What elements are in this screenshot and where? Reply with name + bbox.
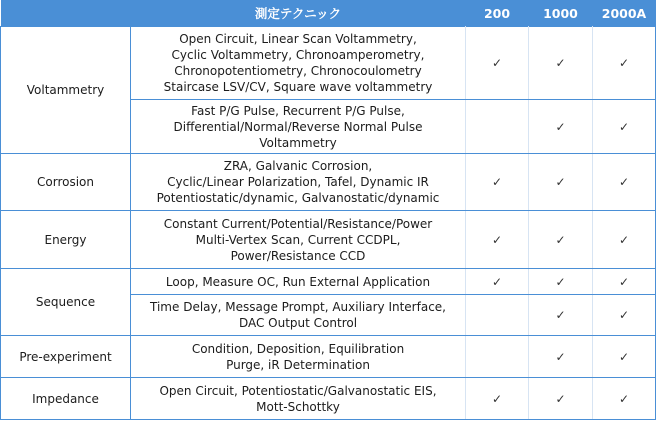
header-model-200: 200 [466,0,529,27]
check-cell [593,336,656,378]
check-cell [593,378,656,420]
check-mark-icon: ✓ [555,56,566,70]
technique-cell [131,211,466,269]
check-cell [529,295,593,336]
technique-line: Time Delay, Message Prompt, Auxiliary Interface, [150,300,446,314]
check-cell [593,211,656,269]
technique-line: Cyclic/Linear Polarization, Tafel, Dynamic IR [167,175,429,189]
check-mark-icon: ✓ [555,349,566,364]
check-cell [593,154,656,211]
check-mark-icon: ✓ [555,308,566,322]
technique-line: Chronopotentiometry, Chronocoulometry [174,64,422,78]
table-row [1,336,656,378]
table-row [1,154,656,211]
technique-line: Power/Resistance CCD [230,248,366,263]
check-cell [466,154,529,211]
technique-cell [131,100,466,154]
technique-line: Staircase LSV/CV, Square wave voltammetry [163,80,433,94]
check-mark-icon: ✓ [491,391,503,406]
category-cell: Corrosion [1,154,131,211]
check-mark-icon: ✓ [618,274,630,289]
check-mark-icon: ✓ [491,175,503,189]
technique-line: Cyclic Voltammetry, Chronoamperometry, [171,48,425,62]
check-mark-icon: ✓ [555,175,566,189]
check-cell [593,27,656,100]
check-mark-icon: ✓ [618,56,630,70]
check-cell [593,295,656,336]
category-cell: Sequence [1,269,131,336]
check-cell [466,295,529,336]
technique-line: Open Circuit, Linear Scan Voltammetry, [179,32,417,46]
check-cell [593,100,656,154]
header-category [1,0,131,27]
technique-line: Multi-Vertex Scan, Current CCDPL, [195,232,401,247]
check-mark-icon: ✓ [618,349,630,364]
check-mark-icon: ✓ [555,274,566,289]
technique-line: ZRA, Galvanic Corrosion, [223,159,373,173]
technique-line: Purge, iR Determination [226,357,370,372]
check-cell [529,211,593,269]
check-cell [529,27,593,100]
header-model-1000: 1000 [529,0,593,27]
check-mark-icon: ✓ [618,308,630,322]
check-cell [466,336,529,378]
check-mark-icon: ✓ [491,232,503,247]
technique-line: Fast P/G Pulse, Recurrent P/G Pulse, [191,103,405,118]
technique-line: DAC Output Control [238,316,358,330]
category-cell: Impedance [1,378,131,420]
check-cell [466,378,529,420]
check-mark-icon: ✓ [618,391,630,406]
check-cell [466,211,529,269]
check-cell [529,154,593,211]
check-cell [529,378,593,420]
technique-line: Mott-Schottky [256,399,340,414]
technique-cell [131,269,466,295]
technique-line: Condition, Deposition, Equilibration [191,341,405,356]
check-cell [593,269,656,295]
technique-cell [131,336,466,378]
header-model-2000a: 2000A [593,0,656,27]
table-row [1,211,656,269]
check-mark-icon: ✓ [618,232,630,247]
technique-line: Open Circuit, Potentiostatic/Galvanostatic EIS, [159,383,437,398]
technique-cell [131,27,466,100]
category-cell: Voltammetry [1,27,131,154]
technique-cell [131,154,466,211]
check-cell [466,100,529,154]
check-cell [529,100,593,154]
category-cell: Energy [1,211,131,269]
check-cell [466,269,529,295]
check-mark-icon: ✓ [491,56,503,70]
check-mark-icon: ✓ [618,175,630,189]
header-row [1,0,656,27]
check-mark-icon: ✓ [555,232,566,247]
check-cell [529,336,593,378]
technique-line: Voltammetry [259,135,337,150]
table-row [1,27,656,100]
technique-line: Constant Current/Potential/Resistance/Power [163,216,433,231]
check-mark-icon: ✓ [491,274,503,289]
technique-cell [131,378,466,420]
check-cell [466,27,529,100]
technique-line: Loop, Measure OC, Run External Application [165,274,431,289]
technique-line: Potentiostatic/dynamic, Galvanostatic/dynamic [156,191,440,205]
category-cell: Pre-experiment [1,336,131,378]
check-mark-icon: ✓ [618,119,630,134]
check-mark-icon: ✓ [555,391,566,406]
check-mark-icon: ✓ [555,119,566,134]
table-row [1,269,656,295]
header-technique: 測定テクニック [131,0,466,27]
technique-cell [131,295,466,336]
table-row [1,378,656,420]
check-cell [529,269,593,295]
technique-line: Differential/Normal/Reverse Normal Pulse [173,119,423,134]
